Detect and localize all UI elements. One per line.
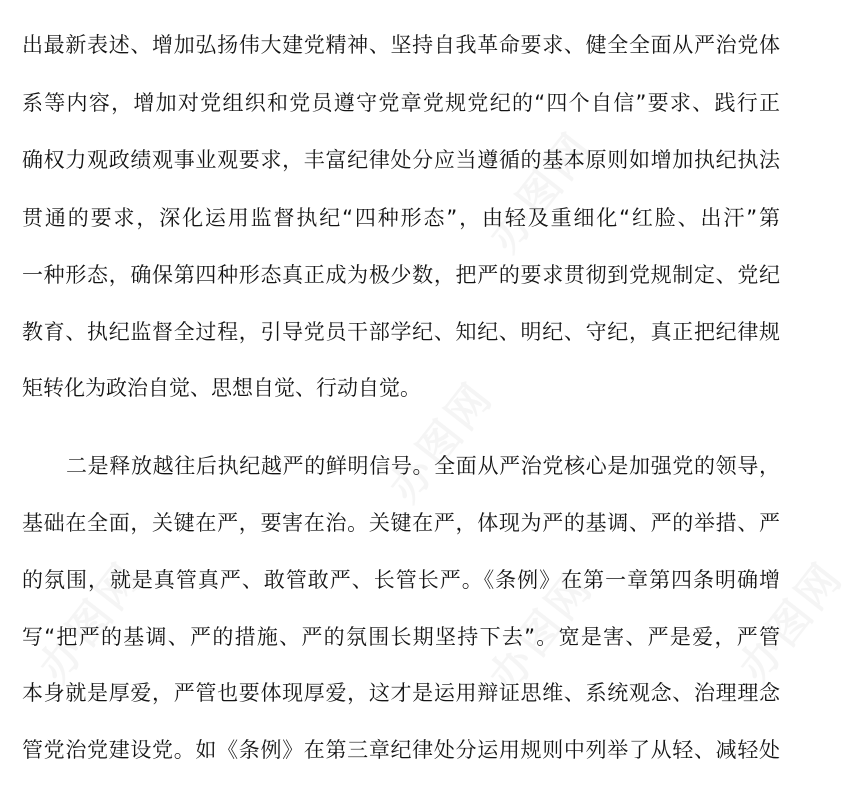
- text-line: 基础在全面，关键在严，要害在治。关键在严，体现为严的基调、严的举措、严: [22, 511, 780, 535]
- text-line: 二是释放越往后执纪越严的鲜明信号。全面从严治党核心是加强党的领导，: [66, 454, 780, 478]
- text-line: 管党治党建设党。如《条例》在第三章纪律处分运用规则中列举了从轻、减轻处: [22, 738, 780, 762]
- watermark: 办图网: [29, 552, 153, 692]
- text-line: 确权力观政绩观事业观要求，丰富纪律处分应当遵循的基本原则如增加执纪执法: [22, 148, 780, 172]
- text-line: 教育、执纪监督全过程，引导党员干部学纪、知纪、明纪、守纪，真正把纪律规: [22, 320, 780, 344]
- text-line: 出最新表述、增加弘扬伟大建党精神、坚持自我革命要求、健全全面从严治党体: [22, 33, 780, 57]
- text-line: 写“把严的基调、严的措施、严的氛围长期坚持下去”。宽是害、严是爱，严管: [22, 625, 780, 649]
- text-line: 本身就是厚爱，严管也要体现厚爱，这才是运用辩证思维、系统观念、治理理念: [22, 681, 780, 705]
- watermark: 办图网: [479, 122, 603, 262]
- text-line: 系等内容，增加对党组织和党员遵守党章党规党纪的“四个自信”要求、践行正: [22, 91, 780, 115]
- text-line: 贯通的要求，深化运用监督执纪“四种形态”，由轻及重细化“红脸、出汗”第: [22, 206, 780, 230]
- watermark: 办图网: [729, 552, 853, 692]
- watermark: 办图网: [379, 372, 503, 512]
- text-line: 的氛围，就是真管真严、敢管敢严、长管长严。《条例》在第一章第四条明确增: [22, 568, 780, 592]
- watermark: 办图网: [479, 562, 603, 702]
- text-line: 矩转化为政治自觉、思想自觉、行动自觉。: [22, 376, 421, 400]
- text-line: 一种形态，确保第四种形态真正成为极少数，把严的要求贯彻到党规制定、党纪: [22, 263, 780, 287]
